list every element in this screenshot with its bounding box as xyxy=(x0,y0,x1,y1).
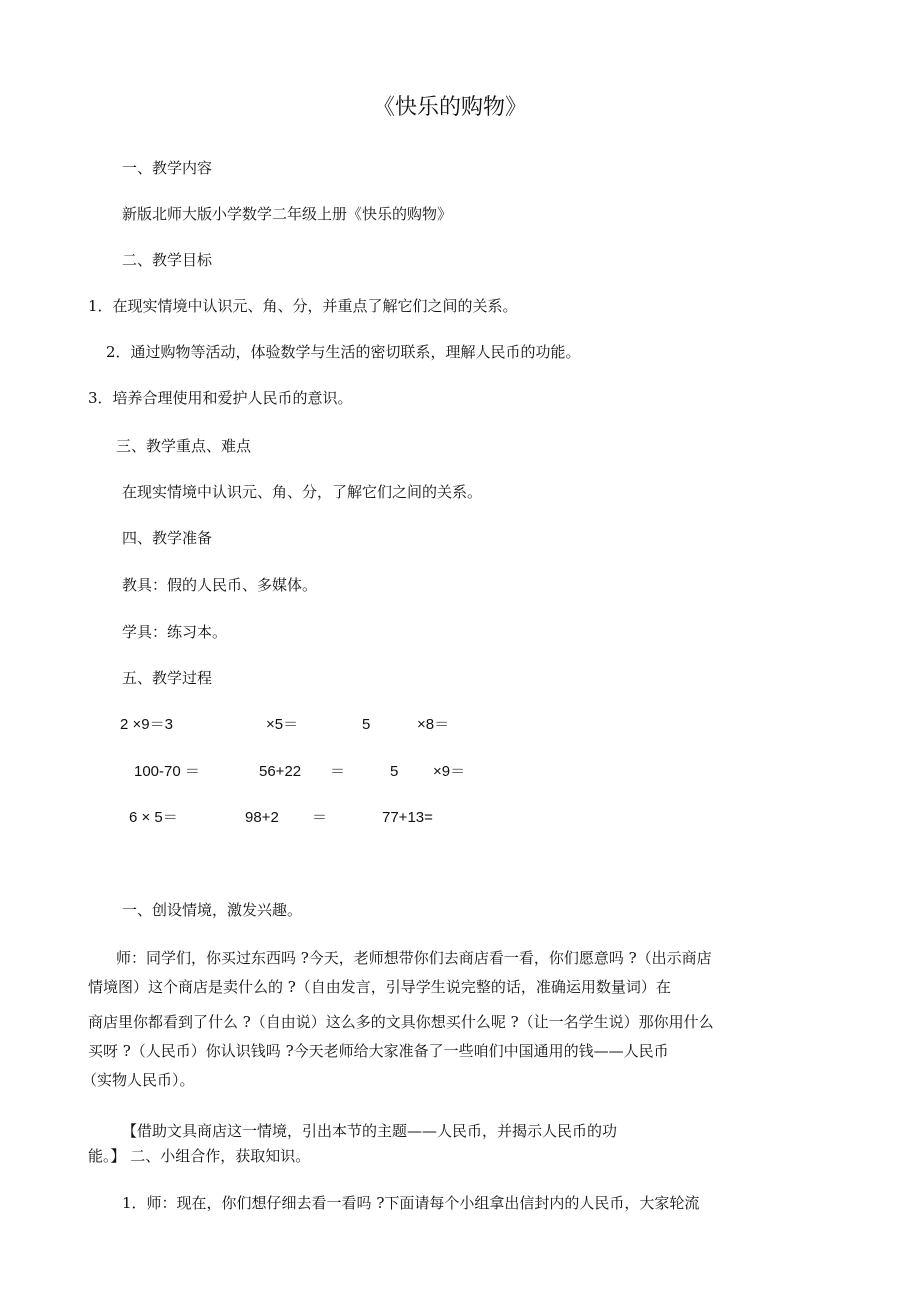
exercise-row1-c: 5 xyxy=(362,716,371,733)
exercise-row2-e: ×9＝ xyxy=(433,763,466,780)
exercise-row3-d: 77+13= xyxy=(382,809,433,826)
exercise-row1-b: ×5＝ xyxy=(266,716,299,733)
teaching-note: 能。】 二、小组合作，获取知识。 xyxy=(88,1147,311,1165)
section-heading-key-points: 三、教学重点、难点 xyxy=(116,437,252,455)
section-heading-content: 一、教学内容 xyxy=(122,159,213,177)
exercise-row3-a: 6 × 5＝ xyxy=(129,809,178,826)
exercise-row2-a: 100-70 ＝ xyxy=(134,763,200,780)
goal-1: 1．在现实情境中认识元、角、分，并重点了解它们之间的关系。 xyxy=(88,297,518,315)
section-heading-preparation: 四、教学准备 xyxy=(122,529,213,547)
exercise-row1-a: 2 ×9＝3 xyxy=(120,716,173,733)
page-title: 《快乐的购物》 xyxy=(373,95,528,120)
exercise-row2-c: ＝ xyxy=(330,763,346,780)
exercise-row2-d: 5 xyxy=(390,763,399,780)
content-text: 新版北师大版小学数学二年级上册《快乐的购物》 xyxy=(122,205,453,223)
paragraph-line: 1．师：现在，你们想仔细去看一看吗 ?下面请每个小组拿出信封内的人民币，大家轮流 xyxy=(122,1194,700,1212)
exercise-row2-b: 56+22 xyxy=(259,763,302,780)
exercise-row1-d: ×8＝ xyxy=(417,716,450,733)
teaching-note: 【借助文具商店这一情境，引出本节的主题——人民币，并揭示人民币的功 xyxy=(122,1122,618,1140)
section-heading-process: 五、教学过程 xyxy=(122,669,213,687)
paragraph-line: 商店里你都看到了什么 ?（自由说）这么多的文具你想买什么呢 ?（让一名学生说）那你用什么 xyxy=(88,1013,714,1031)
paragraph-line: 师：同学们，你买过东西吗 ?今天，老师想带你们去商店看一看，你们愿意吗 ?（出示商店 xyxy=(116,949,712,967)
teacher-tools: 教具：假的人民币、多媒体。 xyxy=(122,576,318,594)
section-heading-goals: 二、教学目标 xyxy=(122,251,213,269)
paragraph-line: （实物人民币）。 xyxy=(82,1071,195,1089)
goal-3: 3．培养合理使用和爱护人民币的意识。 xyxy=(88,389,353,407)
exercise-row3-c: ＝ xyxy=(312,809,328,826)
exercise-row3-b: 98+2 xyxy=(245,809,279,826)
student-tools: 学具：练习本。 xyxy=(122,623,228,641)
paragraph-line: 情境图）这个商店是卖什么的 ?（自由发言，引导学生说完整的话，准确运用数量词）在 xyxy=(88,978,671,996)
key-points-text: 在现实情境中认识元、角、分，了解它们之间的关系。 xyxy=(122,483,483,501)
step1-heading: 一、创设情境，激发兴趣。 xyxy=(122,901,303,919)
goal-2: 2．通过购物等活动，体验数学与生活的密切联系，理解人民币的功能。 xyxy=(106,343,581,361)
paragraph-line: 买呀 ?（人民币）你认识钱吗 ?今天老师给大家准备了一些咱们中国通用的钱——人民币 xyxy=(88,1042,669,1060)
